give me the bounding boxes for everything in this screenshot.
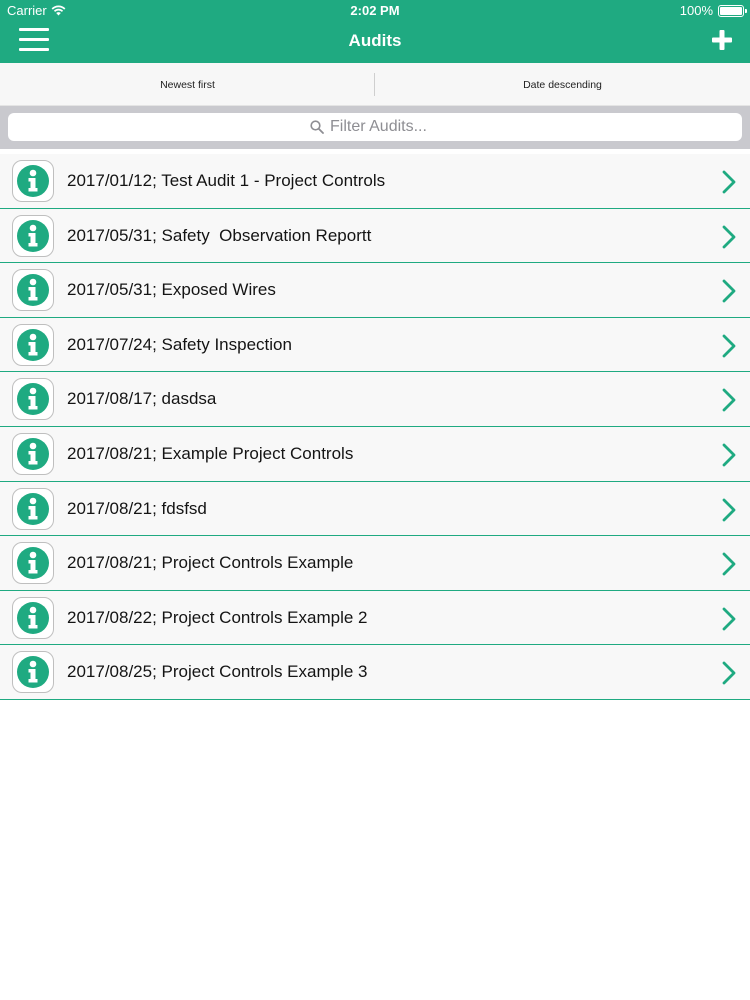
- add-audit-button[interactable]: [712, 30, 732, 50]
- sort-order-label: Newest first: [160, 78, 215, 91]
- info-icon[interactable]: [12, 542, 54, 584]
- audit-row[interactable]: [0, 154, 750, 209]
- sort-field-option[interactable]: [375, 63, 750, 106]
- battery-icon: [718, 5, 744, 17]
- info-circle-icon: [16, 437, 50, 471]
- info-circle-icon: [16, 164, 50, 198]
- chevron-right-icon: [722, 388, 736, 412]
- status-time: 2:02 PM: [350, 3, 400, 18]
- info-icon[interactable]: [12, 488, 54, 530]
- audit-row[interactable]: [0, 591, 750, 646]
- search-input[interactable]: [330, 118, 440, 136]
- battery-level-fill: [720, 7, 742, 15]
- info-circle-icon: [16, 382, 50, 416]
- audit-row[interactable]: [0, 645, 750, 700]
- audit-row[interactable]: [0, 318, 750, 373]
- audit-row-label: 2017/08/22; Project Controls Example 2: [67, 607, 368, 627]
- search-icon: [310, 120, 324, 134]
- chevron-right-icon: [722, 279, 736, 303]
- audit-row-label: 2017/08/21; fdsfsd: [67, 498, 207, 518]
- info-circle-icon: [16, 492, 50, 526]
- battery-percent: 100%: [679, 3, 713, 18]
- info-circle-icon: [16, 328, 50, 362]
- search-bar: [0, 106, 750, 149]
- audit-row[interactable]: [0, 263, 750, 318]
- chevron-right-icon: [722, 443, 736, 467]
- info-icon[interactable]: [12, 215, 54, 257]
- audit-list: [0, 154, 750, 700]
- info-circle-icon: [16, 655, 50, 689]
- navigation-header: [0, 0, 750, 63]
- info-icon[interactable]: [12, 597, 54, 639]
- audit-row[interactable]: [0, 482, 750, 537]
- sort-order-option[interactable]: [0, 63, 375, 106]
- info-circle-icon: [16, 601, 50, 635]
- audit-row-label: 2017/08/21; Project Controls Example: [67, 553, 354, 573]
- info-icon[interactable]: [12, 433, 54, 475]
- audit-row[interactable]: [0, 536, 750, 591]
- carrier-label: Carrier: [7, 3, 47, 18]
- info-icon[interactable]: [12, 651, 54, 693]
- audit-row-label: 2017/01/12; Test Audit 1 - Project Controls: [67, 171, 386, 190]
- plus-icon: [712, 30, 732, 50]
- audit-row-label: 2017/05/31; Exposed Wires: [67, 280, 276, 300]
- chevron-right-icon: [722, 170, 736, 194]
- audit-row[interactable]: [0, 209, 750, 264]
- audit-row[interactable]: [0, 372, 750, 427]
- info-icon[interactable]: [12, 269, 54, 311]
- audit-row[interactable]: [0, 427, 750, 482]
- search-field[interactable]: [8, 113, 742, 141]
- chevron-right-icon: [722, 334, 736, 358]
- info-circle-icon: [16, 219, 50, 253]
- info-circle-icon: [16, 546, 50, 580]
- info-icon[interactable]: [12, 378, 54, 420]
- info-icon[interactable]: [12, 160, 54, 202]
- audit-row-label: 2017/08/25; Project Controls Example 3: [67, 662, 368, 682]
- sort-field-label: Date descending: [523, 78, 602, 91]
- status-battery-group: [680, 3, 744, 18]
- sort-bar: [0, 63, 750, 106]
- chevron-right-icon: [722, 552, 736, 576]
- chevron-right-icon: [722, 607, 736, 631]
- status-bar: [0, 0, 750, 20]
- chevron-right-icon: [722, 498, 736, 522]
- info-icon[interactable]: [12, 324, 54, 366]
- audit-row-label: 2017/08/17; dasdsa: [67, 389, 217, 409]
- audit-row-label: 2017/07/24; Safety Inspection: [67, 334, 292, 354]
- info-circle-icon: [16, 273, 50, 307]
- audit-row-label: 2017/05/31; Safety Observation Reportt: [67, 225, 372, 245]
- chevron-right-icon: [722, 661, 736, 685]
- audit-row-label: 2017/08/21; Example Project Controls: [67, 443, 354, 463]
- page-title: Audits: [348, 31, 402, 50]
- chevron-right-icon: [722, 225, 736, 249]
